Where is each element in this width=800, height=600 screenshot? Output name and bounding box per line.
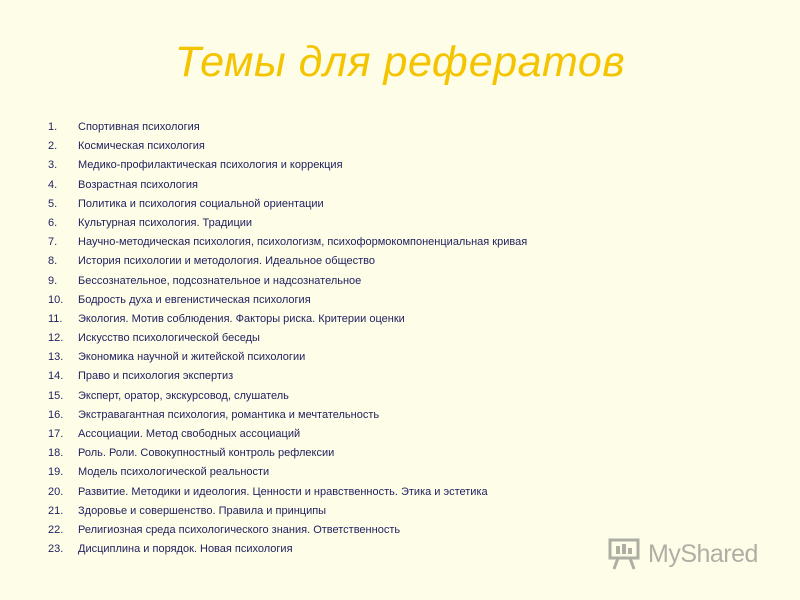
- list-item-text: Ассоциации. Метод свободных ассоциаций: [78, 428, 301, 440]
- list-item-number: 6.: [48, 216, 58, 229]
- list-item: [48, 540, 527, 559]
- list-item-text: Здоровье и совершенство. Правила и принципы: [78, 504, 327, 517]
- list-item-text: Культурная психология. Традиции: [78, 216, 253, 229]
- list-item-text: Медико-профилактическая психология и коррекция: [78, 159, 343, 172]
- list-item: [48, 406, 527, 425]
- list-item-number: 7.: [48, 236, 58, 249]
- list-item: [48, 137, 527, 156]
- list-item-number: 22.: [48, 523, 64, 536]
- list-item-text: Развитие. Методики и идеология. Ценности и нравственность. Этика и эстетика: [78, 485, 488, 498]
- list-item-number: 1.: [48, 121, 58, 133]
- list-item-number: 9.: [48, 274, 58, 287]
- watermark-text: MyShared: [648, 539, 758, 568]
- list-item-number: 15.: [48, 389, 64, 402]
- list-item: [48, 156, 527, 175]
- list-item-text: Экстравагантная психология, романтика и мечтательность: [78, 408, 380, 421]
- list-item-text: Возрастная психология: [78, 178, 198, 191]
- list-item: [48, 310, 527, 329]
- list-item: [48, 521, 527, 540]
- list-item-text: Научно-методическая психология, психологизм, психоформокомпоненциальная кривая: [78, 236, 528, 249]
- list-item-number: 19.: [48, 466, 64, 479]
- list-item: [48, 118, 527, 137]
- list-item: [48, 387, 527, 406]
- list-item-number: 16.: [48, 408, 64, 421]
- list-item-number: 14.: [48, 370, 64, 383]
- list-item: [48, 444, 527, 463]
- list-item-number: 3.: [48, 159, 58, 172]
- list-item-text: Право и психология экспертиз: [78, 370, 234, 383]
- list-item-number: 10.: [48, 293, 64, 306]
- list-item-text: Экономика научной и житейской психологии: [78, 351, 306, 364]
- list-item-number: 11.: [48, 312, 63, 325]
- watermark: [608, 537, 758, 571]
- list-item: [48, 463, 527, 482]
- list-item-number: 4.: [48, 178, 58, 191]
- list-item-text: Модель психологической реальности: [78, 466, 270, 479]
- list-item-number: 20.: [48, 485, 64, 498]
- list-item: [48, 233, 527, 252]
- list-item-text: Религиозная среда психологического знания. Ответственность: [78, 523, 401, 536]
- list-item-text: Бодрость духа и евгенистическая психология: [78, 293, 311, 306]
- list-item: [48, 272, 527, 291]
- list-item-text: Космическая психология: [78, 140, 205, 153]
- list-item: [48, 502, 527, 521]
- list-item-text: Искусство психологической беседы: [78, 332, 260, 345]
- list-item-text: Эксперт, оратор, экскурсовод, слушатель: [78, 389, 289, 402]
- list-item-number: 8.: [48, 255, 58, 268]
- list-item: [48, 329, 527, 348]
- list-item: [48, 367, 527, 386]
- list-item: [48, 214, 527, 233]
- list-item-text: Дисциплина и порядок. Новая психология: [78, 543, 293, 556]
- list-item-text: История психологии и методология. Идеальное общество: [78, 255, 375, 268]
- list-item-text: Экология. Мотив соблюдения. Факторы риска. Критерии оценки: [78, 312, 405, 325]
- list-item-text: Бессознательное, подсознательное и надсознательное: [78, 274, 362, 287]
- list-item-number: 23.: [48, 543, 64, 556]
- list-item: [48, 348, 527, 367]
- list-item-number: 18.: [48, 447, 64, 460]
- list-item-number: 12.: [48, 332, 64, 345]
- page-title: Темы для рефератов: [174, 38, 626, 86]
- list-item-number: 17.: [48, 428, 64, 440]
- list-item-text: Роль. Роли. Совокупностный контроль рефлексии: [78, 447, 335, 460]
- presentation-board-icon: [608, 537, 642, 571]
- list-item-text: Политика и психология социальной ориентации: [78, 197, 324, 210]
- list-item-text: Спортивная психология: [78, 121, 200, 133]
- list-item: [48, 425, 527, 444]
- list-item: [48, 195, 527, 214]
- list-item-number: 2.: [48, 140, 58, 153]
- topic-list: [48, 118, 527, 559]
- list-item: [48, 483, 527, 502]
- list-item-number: 21.: [48, 504, 64, 517]
- list-item: [48, 291, 527, 310]
- list-item: [48, 176, 527, 195]
- list-item-number: 5.: [48, 197, 58, 210]
- list-item: [48, 252, 527, 271]
- list-item-number: 13.: [48, 351, 64, 364]
